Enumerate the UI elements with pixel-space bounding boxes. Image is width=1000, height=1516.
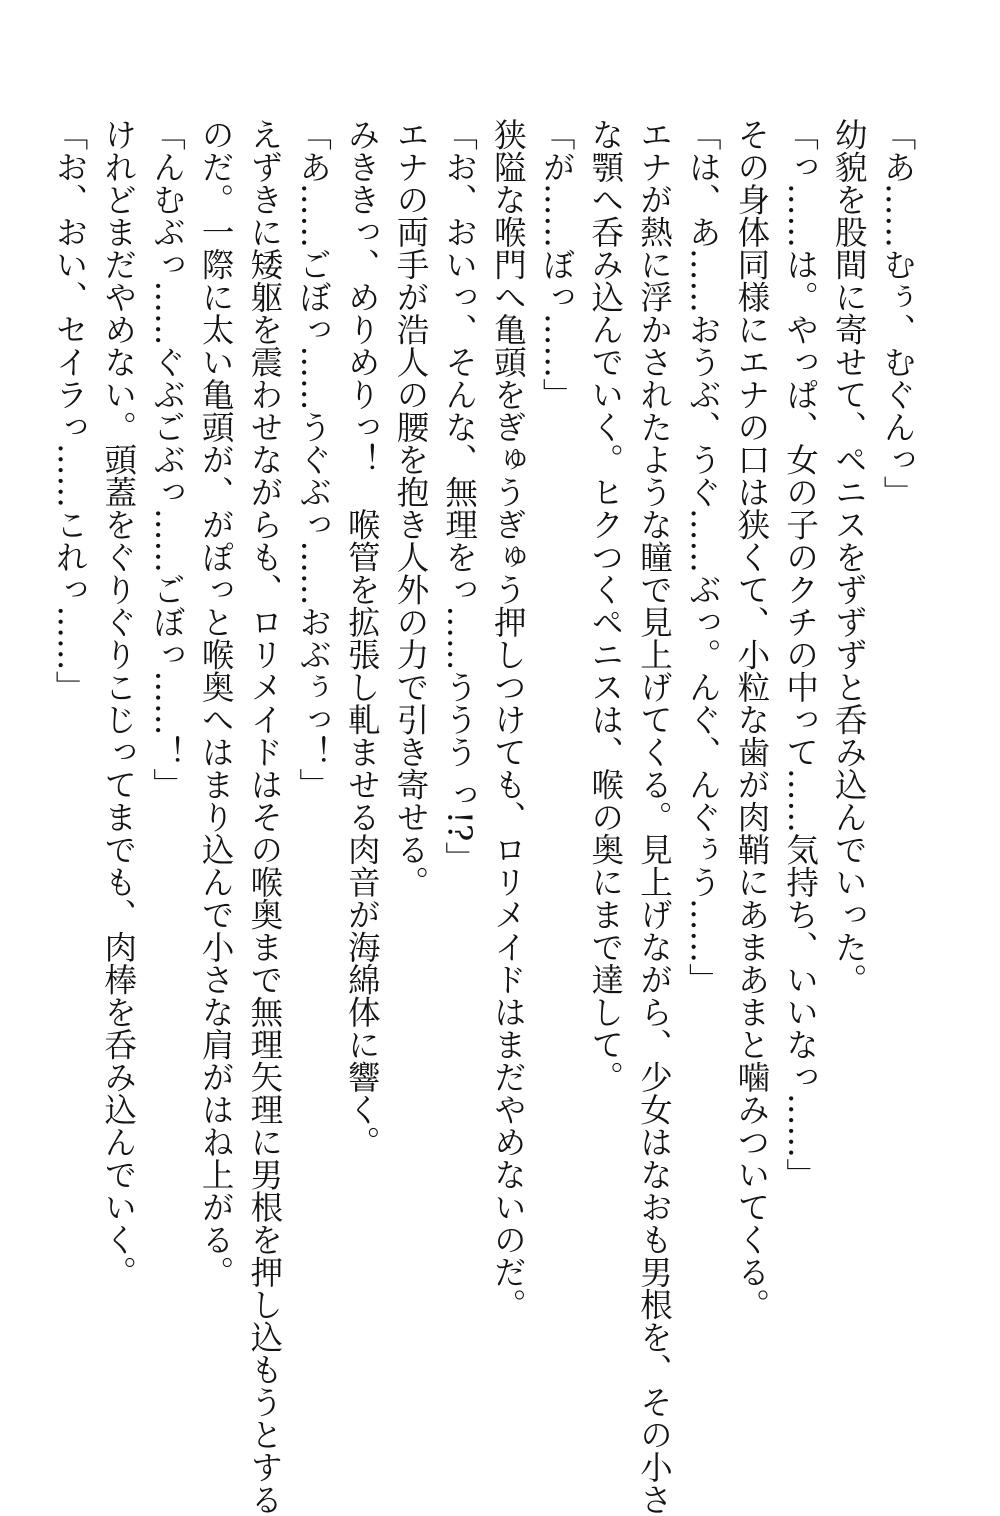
text-line: のだ。一際に太い亀頭が、がぽっと喉奥へはまり込んで小さな肩がはね上がる。 [197, 118, 236, 1288]
text-line: 「お、おい、セイラっ……これっ……」 [51, 118, 90, 703]
text-line: えずきに矮躯を震わせながらも、ロリメイドはその喉奥まで無理矢理に男根を押し込もうとする [245, 118, 284, 1516]
text-line: 「あ……ごぼっ……うぐぶっ……おぶぅっ！」 [294, 118, 333, 801]
text-line: みききっ、めりめりっ！ 喉管を拡張し軋ませる肉音が海綿体に響く。 [343, 118, 382, 1158]
text-line: けれどまだやめない。頭蓋をぐりぐりこじってまでも、肉棒を呑み込んでいく。 [99, 118, 138, 1288]
vertical-text-body [45, 118, 922, 1516]
text-line: 「が……ぼっ……」 [538, 118, 577, 411]
text-line: エナの両手が浩人の腰を抱き人外の力で引き寄せる。 [391, 118, 430, 898]
text-line: 「っ……は。やっぱ、女の子のクチの中って……気持ち、いいなっ……」 [781, 118, 820, 1191]
text-line: 「は、あ……おうぶ、うぐ……ぶっ。んぐ、んぐぅう……」 [684, 118, 723, 996]
text-line: 「お、おいっ、そんな、無理をっ……ううう っ!?」 [440, 118, 479, 874]
text-line: 狭隘な喉門へ亀頭をぎゅうぎゅう押しつけても、ロリメイドはまだやめないのだ。 [489, 118, 528, 1321]
text-line: 幼貌を股間に寄せて、ペニスをずずずと呑み込んでいった。 [830, 118, 869, 996]
text-line: 「あ……むぅ、むぐんっ」 [879, 118, 917, 508]
text-line: その身体同様にエナの口は狭くて、小粒な歯が肉鞘にあまあまと噛みついてくる。 [732, 118, 771, 1321]
text-line: 「んむぶっ……ぐぶごぶっ……ごぼっ……！」 [148, 118, 187, 801]
text-line: エナが熱に浮かされたような瞳で見上げてくる。見上げながら、少女はなおも男根を、その小さ [635, 118, 674, 1516]
text-line: な顎へ呑み込んでいく。ヒクつくペニスは、喉の奥にまで達して。 [586, 118, 625, 1093]
